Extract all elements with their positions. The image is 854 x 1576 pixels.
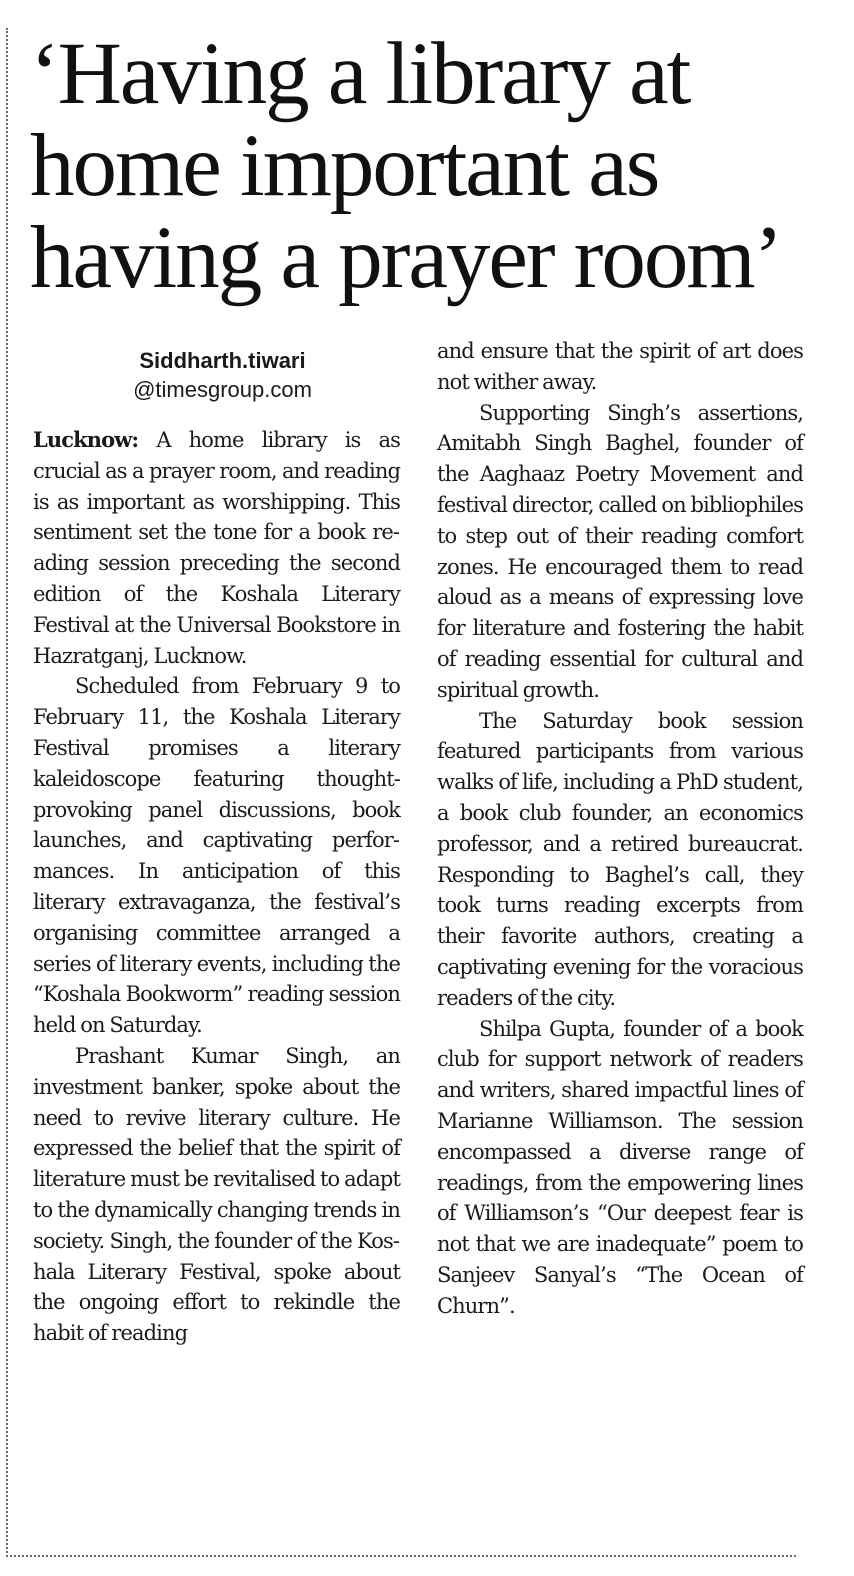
paragraph-3: Prashant Kumar Singh, an investment banker, spoke about the need to revive literary culture. He expressed the belief that the spirit of literature must be revitalised to adapt to the dynamically changing trends in society. Singh, the founder of the Koshala Literary Festival, spoke about the ongoing effort to rekindle the habit of reading (33, 1043, 400, 1346)
dotted-border-bottom (6, 1555, 796, 1557)
dotted-border-left (6, 28, 8, 1553)
article-column-1 (33, 425, 400, 1349)
paragraph-6: Shilpa Gupta, founder of a book club for support network of readers and writers, shared impactful lines of Marianne Williamson. The session encompassed a diverse range of readings, from the empowering lines of Williamson’s “Our deepest fear is not that we are inadequate” poem to Sanjeev Sanyal’s “The Ocean of Churn”. (437, 1016, 803, 1318)
paragraph-2: Scheduled from February 9 to February 11, the Koshala Literary Festival promises a literary kaleidoscope featuring thought-provoking panel discussions, book launches, and captivating performances. In anticipation of this literary extravaganza, the festival’s organising committee arranged a series of literary events, including the “Koshala Bookworm” reading session held on Saturday. (33, 674, 400, 1038)
paragraph-5: The Saturday book session featured participants from various walks of life, including a PhD student, a book club founder, an economics professor, and a retired bureaucrat. Responding to Baghel’s call, they took turns reading excerpts from their favorite authors, creating a captivating evening for the voracious readers of the city. (437, 708, 803, 1010)
paragraph-4: Supporting Singh’s assertions, Amitabh Singh Baghel, founder of the Aaghaaz Poetry Movement and festival director, called on bibliophiles to step out of their reading comfort zones. He encouraged them to read aloud as a means of expressing love for literature and fostering the habit of reading essential for cultural and spiritual growth. (437, 400, 803, 702)
dateline: Lucknow: (33, 427, 139, 452)
byline-email: @timesgroup.com (133, 377, 312, 402)
byline (30, 346, 415, 404)
headline (30, 25, 830, 307)
headline-line-1: ‘Having a library at (30, 25, 690, 123)
headline-line-3: having a prayer room’ (30, 209, 782, 307)
byline-author: Siddharth.tiwari (139, 348, 306, 373)
headline-line-2: home important as (30, 117, 659, 215)
paragraph-1 (33, 425, 400, 671)
paragraph-1-text: A home library is as crucial as a prayer room, and reading is as important as worshipping. This sentiment set the tone for a book reading session preceding the second edition of the Koshala Literary Festival at the Universal Bookstore in Hazratganj, Lucknow. (33, 428, 400, 668)
paragraph-3-continued: and ensure that the spirit of art does not wither away. (437, 339, 803, 394)
article-column-2 (437, 336, 803, 1322)
